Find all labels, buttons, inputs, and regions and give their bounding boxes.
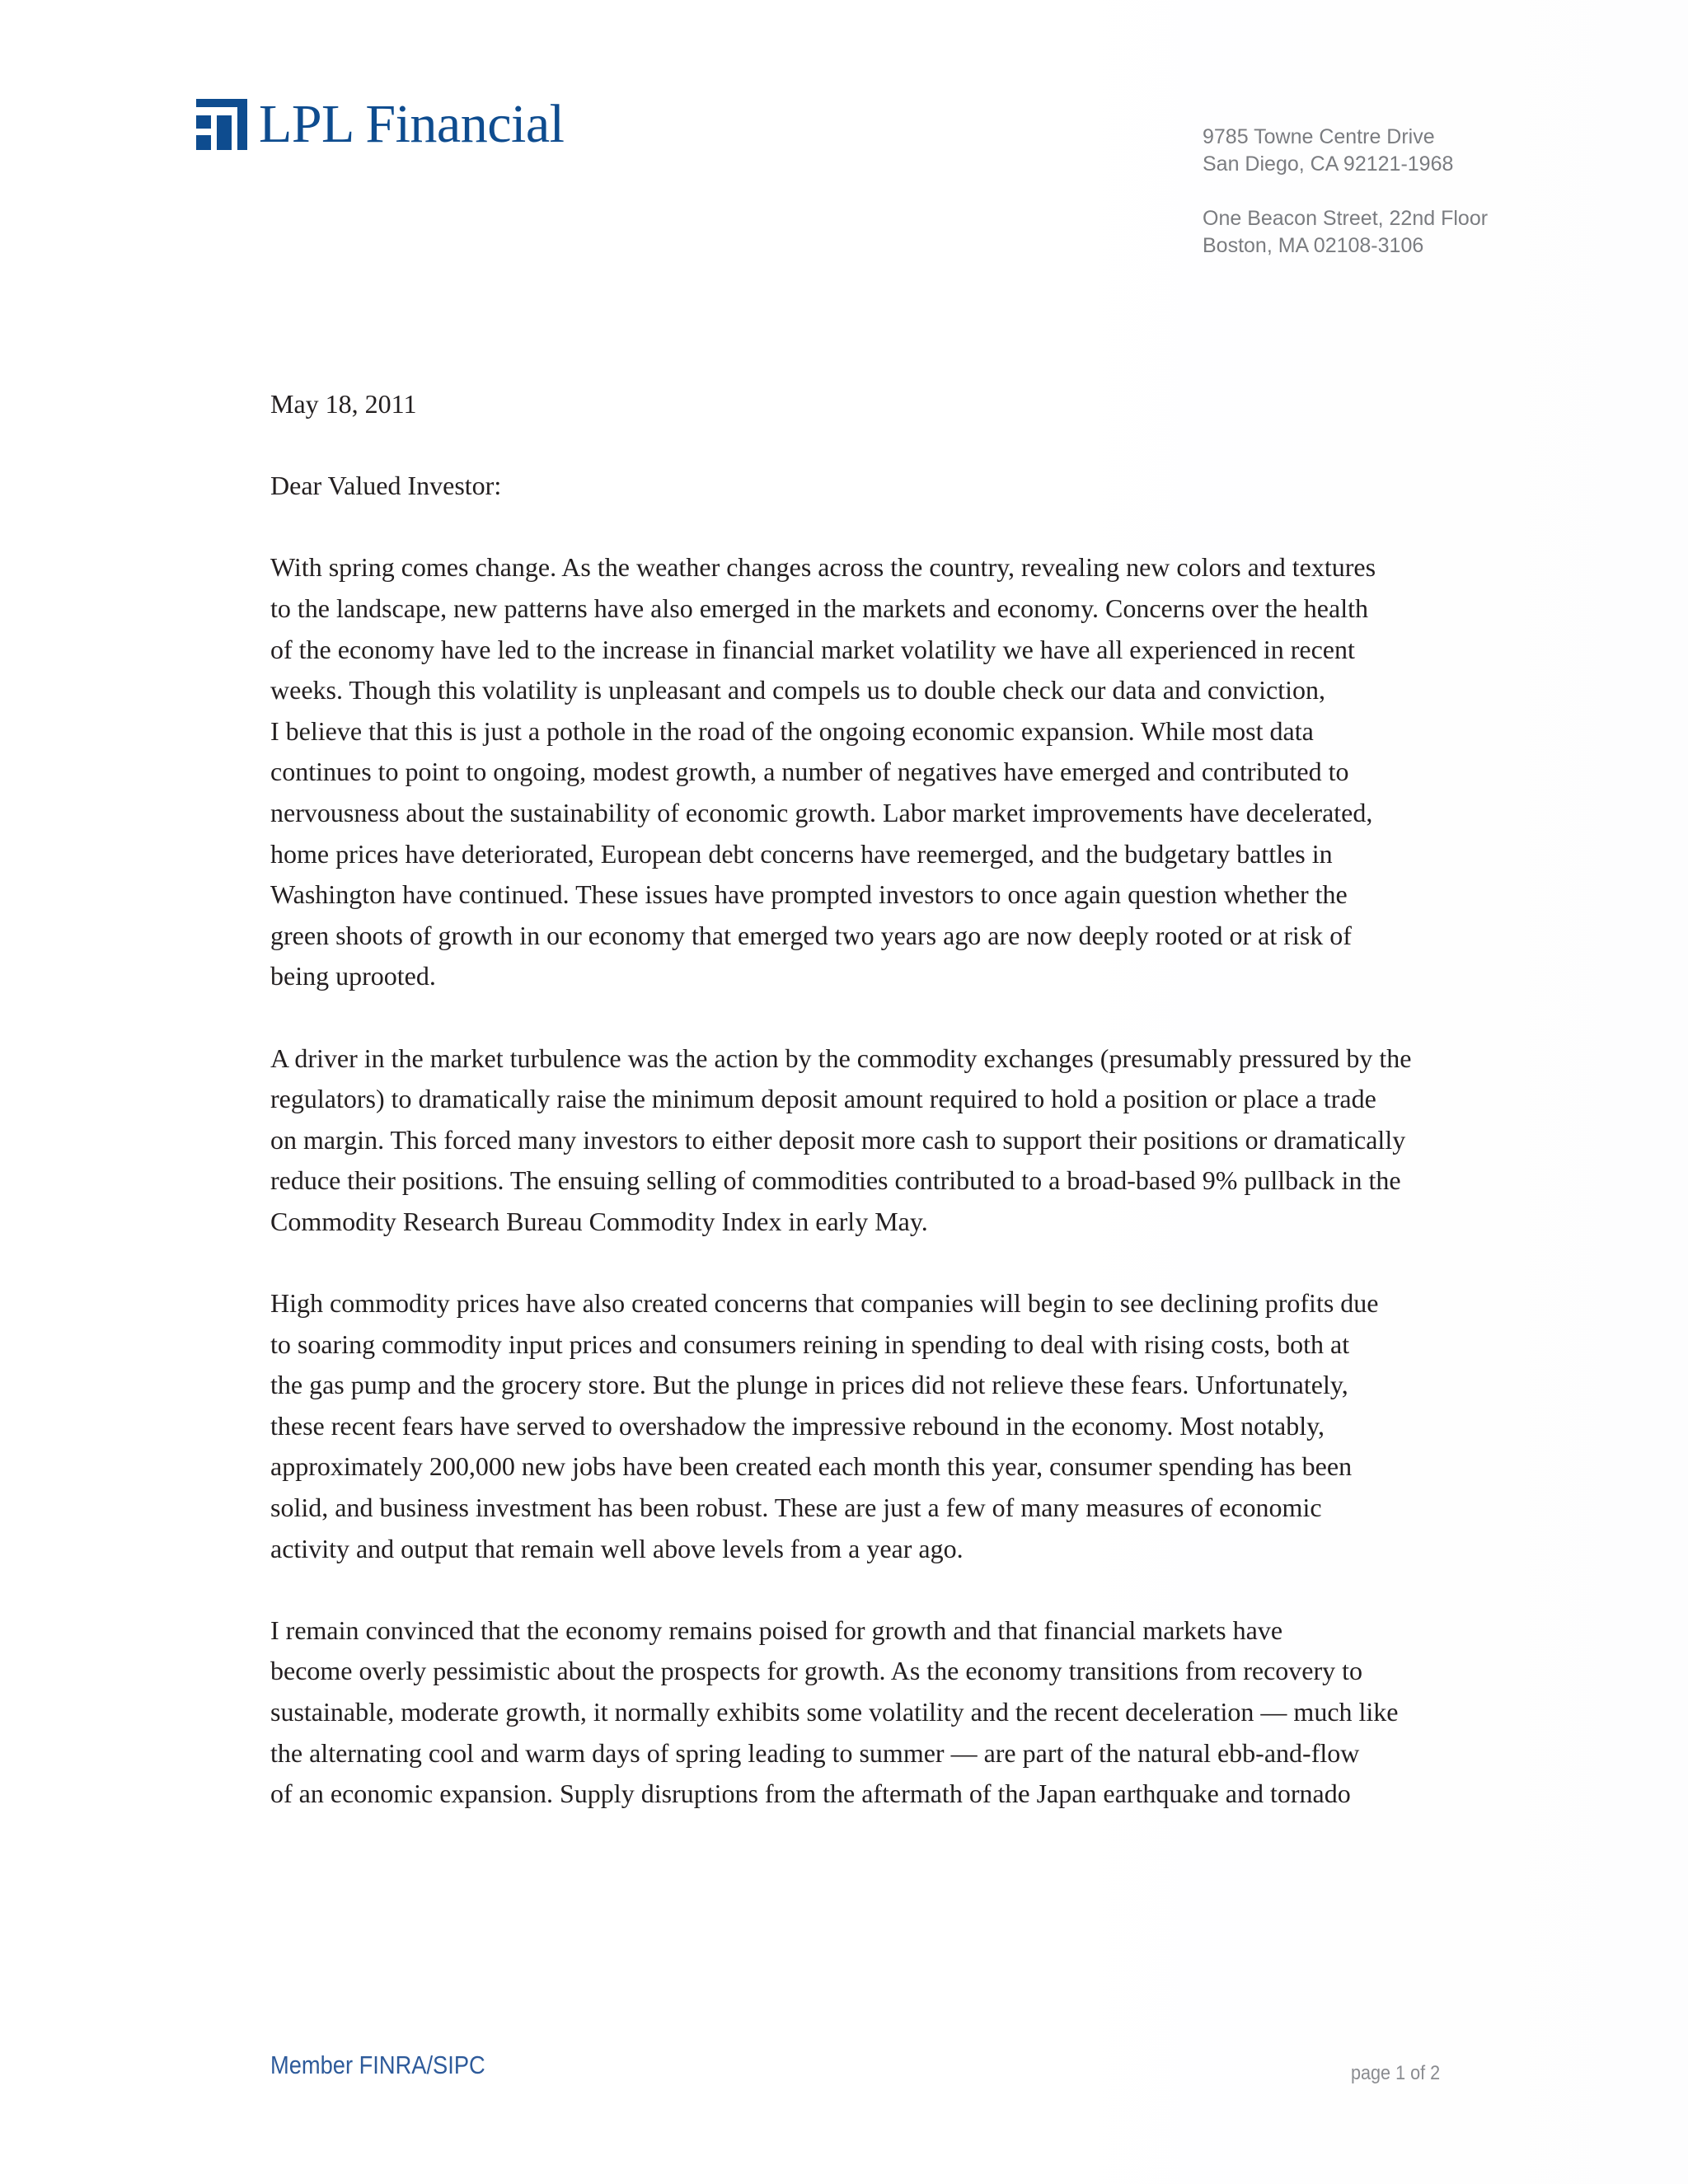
paragraph-line: Commodity Research Bureau Commodity Index in early May. (270, 1206, 928, 1236)
paragraph-line: the gas pump and the grocery store. But the plunge in prices did not relieve these fears. Unfortunately, (270, 1370, 1348, 1400)
letter-body (270, 384, 1482, 1815)
paragraph-line: I believe that this is just a pothole in the road of the ongoing economic expansion. While most data (270, 715, 1314, 746)
paragraph-line: on margin. This forced many investors to either deposit more cash to support their positions or dramatically (270, 1124, 1406, 1155)
paragraph-line: weeks. Though this volatility is unpleasant and compels us to double check our data and conviction, (270, 675, 1326, 705)
paragraph-line: the alternating cool and warm days of spring leading to summer — are part of the natural ebb-and-flow (270, 1737, 1360, 1768)
address-line: One Beacon Street, 22nd Floor (1203, 207, 1489, 230)
paragraph-line: these recent fears have served to overshadow the impressive rebound in the economy. Most notably, (270, 1410, 1325, 1441)
paragraph (270, 547, 1482, 997)
paragraph-line: reduce their positions. The ensuing selling of commodities contributed to a broad-based 9% pullback in the (270, 1165, 1401, 1196)
paragraph-line: activity and output that remain well above levels from a year ago. (270, 1533, 964, 1563)
paragraph-line: With spring comes change. As the weather changes across the country, revealing new colors and textures (270, 552, 1376, 583)
office-addresses (1203, 124, 1488, 287)
page-number: page 1 of 2 (1350, 2062, 1440, 2084)
paragraph-line: of an economic expansion. Supply disruptions from the aftermath of the Japan earthquake and tornado (270, 1779, 1351, 1809)
company-logo (196, 94, 565, 154)
paragraph-line: solid, and business investment has been robust. These are just a few of many measures of economic (270, 1493, 1322, 1523)
paragraph-line: High commodity prices have also created concerns that companies will begin to see declining profits due (270, 1288, 1379, 1319)
paragraph-line: sustainable, moderate growth, it normally exhibits some volatility and the recent deceleration — much like (270, 1697, 1399, 1727)
paragraph-line: to soaring commodity input prices and consumers reining in spending to deal with rising costs, both at (270, 1329, 1350, 1359)
paragraph-line: I remain convinced that the economy remains poised for growth and that financial markets have (270, 1615, 1283, 1645)
address-line: Boston, MA 02108-3106 (1203, 234, 1424, 257)
paragraph-line: nervousness about the sustainability of economic growth. Labor market improvements have decelerated, (270, 797, 1373, 827)
finra-sipc-membership: Member FINRA/SIPC (270, 2050, 485, 2079)
paragraph-line: regulators) to dramatically raise the minimum deposit amount required to hold a position or place a trade (270, 1084, 1376, 1114)
paragraph (270, 1610, 1482, 1815)
paragraph (270, 1283, 1482, 1569)
company-name: LPL Financial (259, 94, 565, 154)
paragraph-line: green shoots of growth in our economy that emerged two years ago are now deeply rooted or at risk of (270, 920, 1352, 950)
paragraph-line: become overly pessimistic about the prospects for growth. As the economy transitions from recovery to (270, 1656, 1363, 1686)
address-san-diego (1203, 124, 1488, 178)
letter-date: May 18, 2011 (270, 389, 417, 419)
address-line: 9785 Towne Centre Drive (1203, 125, 1435, 148)
paragraph-line: being uprooted. (270, 961, 436, 991)
letter-salutation: Dear Valued Investor: (270, 471, 502, 501)
paragraph-line: home prices have deteriorated, European debt concerns have reemerged, and the budgetary battles in (270, 838, 1333, 869)
paragraph-line: to the landscape, new patterns have also emerged in the markets and economy. Concerns over the health (270, 593, 1368, 623)
paragraph-line: continues to point to ongoing, modest growth, a number of negatives have emerged and contributed to (270, 757, 1349, 787)
address-boston (1203, 205, 1488, 260)
paragraph-line: Washington have continued. These issues have prompted investors to once again question whether the (270, 879, 1348, 910)
paragraph (270, 1038, 1482, 1243)
address-line: San Diego, CA 92121-1968 (1203, 152, 1454, 176)
lpl-logo-mark-icon (196, 99, 247, 150)
paragraph-line: of the economy have led to the increase in financial market volatility we have all experienced in recent (270, 634, 1355, 664)
paragraph-line: A driver in the market turbulence was the action by the commodity exchanges (presumably pressured by the (270, 1043, 1412, 1073)
paragraph-line: approximately 200,000 new jobs have been created each month this year, consumer spending has been (270, 1451, 1353, 1482)
